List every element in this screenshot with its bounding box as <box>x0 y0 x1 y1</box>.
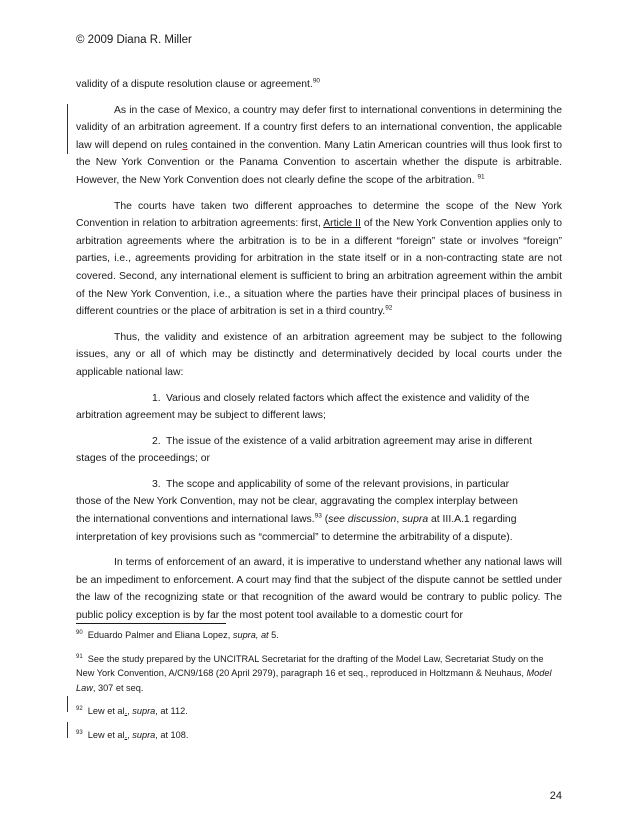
paragraph-text: of the New York Convention applies only to arbitration agreements where the arbitration is to be in a different “foreign” state or involves “foreign” parties, i.e., agreements providing for arbitration in the state itself or in a non-contracting state are not covered. Second, any international element is sufficient to bring an arbitration agreement within the ambit of the New York Convention, i.e., a situation where the parties have their principal places of business in different countries or the place of arbitration is set in a third country. <box>76 218 563 318</box>
footnote-text: Eduardo Palmer and Eliana Lopez, <box>87 630 233 640</box>
list-text: The issue of the existence of a valid arbitration agreement may arise in different stages of the proceedings; or <box>76 435 532 465</box>
change-bar <box>67 722 68 738</box>
footnote-italic: supra <box>132 729 156 740</box>
list-text: ( <box>321 514 329 526</box>
paragraph-text: validity of a dispute resolution clause or agreement. <box>76 79 313 90</box>
footnote-text: See the study prepared by the UNCITRAL Secretariat for the drafting of the Model Law, Secretariat Study on the New York Convention, A/CN9/168 (20 April 2979), paragraph 16 et seq., reproduced in Holtzmann & Neuhaus, <box>76 653 544 678</box>
paragraph-1 <box>76 102 562 190</box>
page-header: © 2009 Diana R. Miller <box>76 34 192 46</box>
list-item-1 <box>76 390 562 425</box>
paragraph-text: The courts have taken two different approaches to determine the scope of the New York Convention in relation to arbitration agreements: first, <box>76 200 562 230</box>
footnote-separator <box>76 623 226 624</box>
paragraph-0 <box>76 76 562 94</box>
footnote-ref-90: 90 <box>312 77 321 85</box>
article-link: Article II <box>323 218 361 230</box>
change-bar <box>67 104 68 154</box>
tracked-change: s <box>182 139 188 151</box>
list-number: 3. <box>152 478 161 490</box>
footnote-text: , <box>127 729 133 740</box>
list-italic: supra <box>402 514 429 526</box>
list-text: Various and closely related factors which affect the existence and validity of the arbitration agreement may be subject to different laws; <box>76 392 530 422</box>
footnote-text: , 307 et seq. <box>92 682 144 693</box>
footnote-text: , at 112. <box>155 706 188 716</box>
footnote-number: 90 <box>76 629 83 636</box>
footnote-number: 92 <box>76 705 83 712</box>
footnote-text: 5. <box>268 630 279 640</box>
change-bar <box>67 696 68 712</box>
list-text: The scope and applicability of some of the relevant provisions, in particular those of the New York Convention, may not be clear, aggravating the complex interplay between the international conventions and international laws. <box>76 478 518 526</box>
footnote-ref-92: 92 <box>385 304 393 312</box>
paragraph-4: In terms of enforcement of an award, it is imperative to understand whether any national laws will be an impediment to enforcement. A court may find that the subject of the dispute cannot be settled under the law of the recognizing state or that recognition of the award would be contrary to public policy. The public policy exception is by far the most potent tool available to a domestic court for <box>76 557 562 622</box>
footnote-italic: supra, at <box>232 630 269 640</box>
list-text: at III.A.1 regarding interpretation of key provisions such as “commercial” to determine the arbitrability of a dispute). <box>76 514 517 543</box>
footnote-90 <box>76 628 562 643</box>
footnote-text: , <box>127 706 133 716</box>
footnote-italic: supra <box>132 706 156 716</box>
paragraph-text: As in the case of Mexico, a country may defer first to international conventions in determining the validity of an arbitration agreement. If a country first defers to an international convention, the applicable law will depend on rule <box>76 104 562 151</box>
list-number: 2. <box>152 435 161 447</box>
footnote-text: Lew et al <box>87 706 125 716</box>
footnote-91 <box>76 652 562 696</box>
list-number: 1. <box>152 392 161 404</box>
footnote-93 <box>76 728 562 743</box>
footnote-text: , at 108. <box>155 729 189 740</box>
footnote-ref-91: 91 <box>477 173 485 181</box>
page-number: 24 <box>549 790 562 802</box>
paragraph-2 <box>76 198 562 321</box>
list-text: , <box>396 514 403 526</box>
list-item-3 <box>76 476 562 546</box>
footnotes <box>76 628 562 751</box>
list-item-2 <box>76 433 562 468</box>
paragraph-3: Thus, the validity and existence of an arbitration agreement may be subject to the following issues, any or all of which may be distinctly and determinatively decided by local courts under the applicable national law: <box>76 331 562 378</box>
paragraph-text: contained in the convention. Many Latin American countries will thus look first to the New York Convention or the Panama Convention to ascertain whether the dispute is arbitrable. However, the New York Convention does not clearly define the scope of the arbitration. <box>76 139 563 186</box>
footnote-number: 93 <box>76 729 83 736</box>
body-text <box>76 76 562 633</box>
footnote-text: Lew et al <box>87 729 125 740</box>
footnote-text: . <box>124 729 128 740</box>
footnote-ref-93: 93 <box>314 512 322 520</box>
footnote-number: 91 <box>76 653 83 660</box>
list-italic: see discussion <box>328 514 397 526</box>
footnote-92 <box>76 704 562 719</box>
footnote-text: . <box>124 706 128 716</box>
footnote-italic: Model Law <box>76 668 552 693</box>
